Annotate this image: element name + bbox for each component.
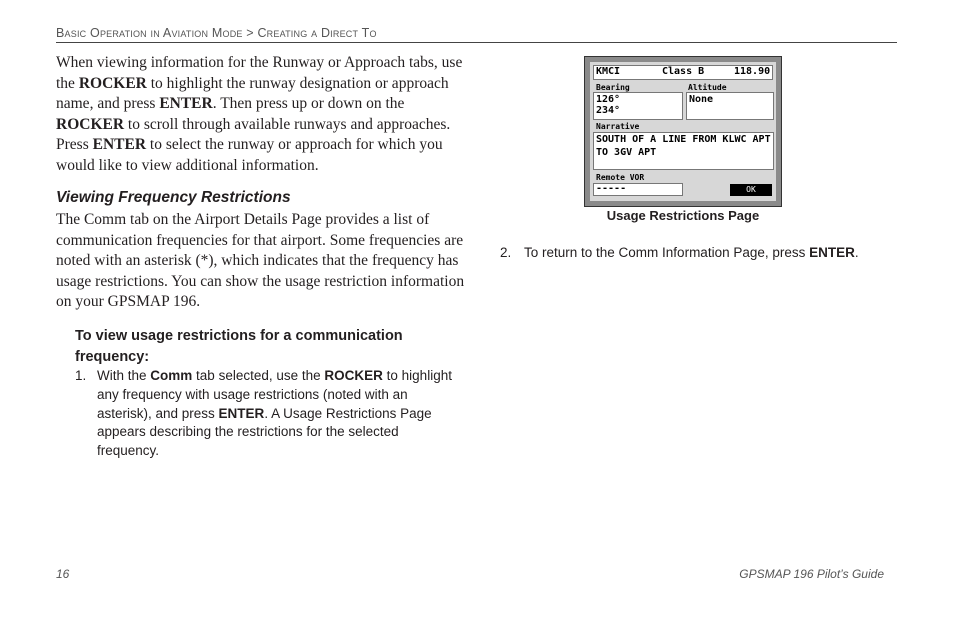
text: To return to the Comm Information Page, press [524,245,810,260]
key-enter: ENTER [218,405,265,421]
step-text [524,244,898,263]
frequency-restrictions-paragraph: The Comm tab on the Airport Details Page provides a list of communication frequencies for that airport. Some frequencies are noted with an asterisk (*), which indicates that the frequency has usage restrictions. You can show the usage restriction information on your GPSMAP 196. [56,211,465,310]
text: tab selected, use the [192,368,325,383]
text: to select the runway or approach for which you would like to view additional information. [56,136,443,174]
text: . Then press up or down on the [212,95,405,112]
remote-vor-label: Remote VOR [596,173,645,182]
runway-approach-paragraph [56,53,468,176]
text: When viewing information for the Runway or Approach tabs, use the [56,54,463,92]
key-rocker: ROCKER [78,74,147,92]
narrative-line-1: SOUTH OF A LINE FROM KLWC APT [596,134,771,145]
text: With the [97,368,151,383]
key-rocker: ROCKER [324,368,383,383]
page-number: 16 [56,567,70,581]
narrative-label: Narrative [596,122,640,131]
altitude-value: None [689,94,714,105]
figure-caption: Usage Restrictions Page [606,208,760,223]
ok-button-label: OK [746,185,756,194]
bearing-value-2: 234° [596,105,621,116]
remote-vor-value: ----- [596,183,627,194]
breadcrumb: Basic Operation in Aviation Mode > Creating a Direct To [56,26,377,40]
airport-ident: KMCI [596,66,621,77]
key-rocker: ROCKER [56,115,125,133]
ok-button [730,184,772,196]
bearing-value-1: 126° [596,94,621,105]
text: . A Usage Restrictions Page appears describing the restrictions for the selected frequency. [97,405,432,459]
airspace-class: Class B [662,66,705,77]
narrative-line-2: TO 3GV APT [596,147,657,158]
key-enter: ENTER [159,95,213,112]
bearing-label: Bearing [596,83,630,92]
key-enter: ENTER [809,245,855,260]
step-number: 1. [75,368,87,383]
step-number: 2. [500,245,512,260]
text: to scroll through available runways and approaches. Press [56,115,451,153]
procedure-title: To view usage restrictions for a communication frequency: [75,328,403,365]
section-heading: Viewing Frequency Restrictions [56,189,291,206]
text: to highlight the runway designation or approach name, and press [56,74,449,112]
tab-comm: Comm [150,368,193,383]
text: to highlight any frequency with usage restrictions (noted with an asterisk), and press [97,368,452,421]
key-enter: ENTER [92,136,147,153]
header-rule [56,42,897,43]
guide-title: GPSMAP 196 Pilot’s Guide [739,567,884,581]
usage-restrictions-screen [584,56,782,207]
text: . [854,245,859,260]
frequency-value: 118.90 [734,66,771,77]
step-text [97,367,463,461]
screen-inner [590,62,776,201]
altitude-label: Altitude [688,83,727,92]
